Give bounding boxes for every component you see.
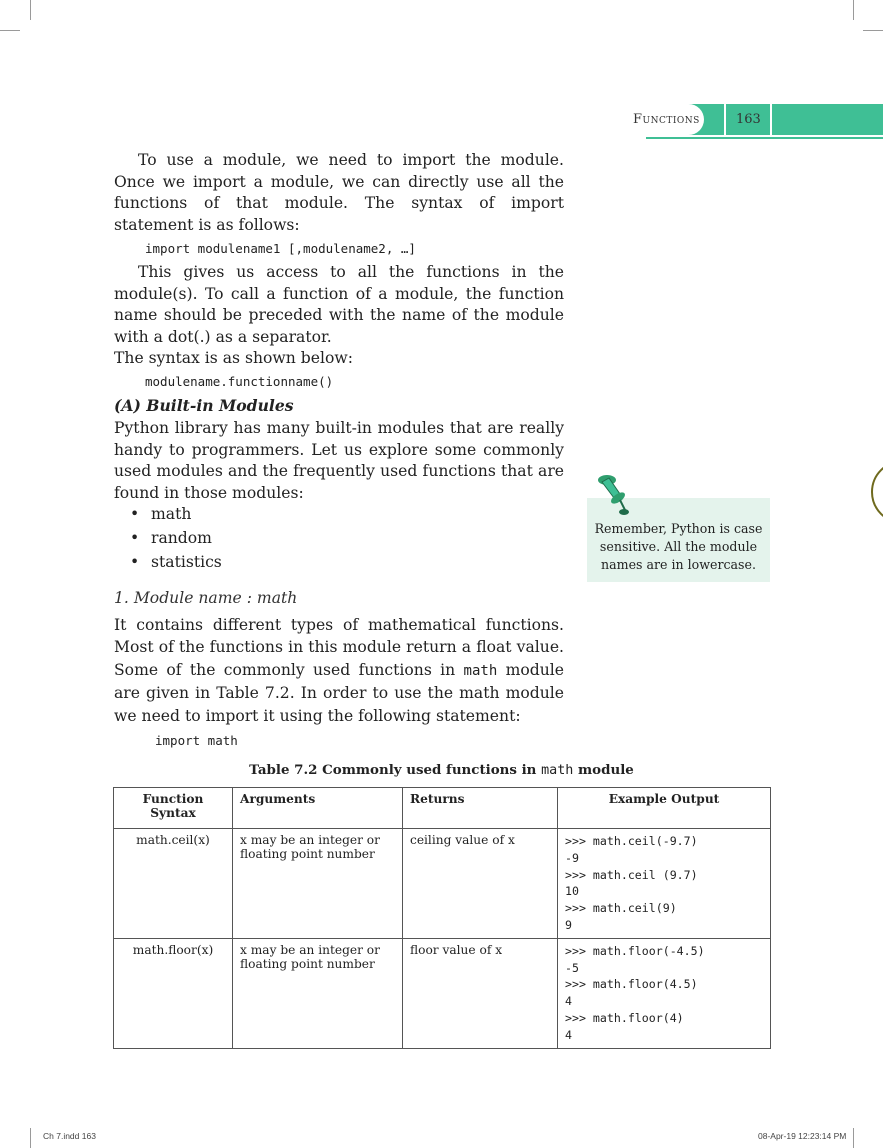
module-heading: 1. Module name : math [114, 589, 298, 607]
arguments-cell: x may be an integer or floating point number [233, 938, 403, 1048]
function-syntax-cell: math.ceil(x) [114, 829, 233, 939]
module-paragraph: It contains different types of mathematical functions. Most of the functions in this module return a float value. Some of the commonly used functions in math module are given in Table 7.2. In order to use the math module we need to import it using the following statement: [114, 616, 564, 725]
pushpin-icon [596, 472, 632, 518]
table-row [114, 829, 771, 939]
import-syntax-code: import modulename1 [,modulename2, …] [145, 241, 416, 256]
crop-mark [30, 0, 31, 20]
example-output-cell: >>> math.ceil(-9.7) -9 >>> math.ceil (9.7) 10 >>> math.ceil(9) 9 [558, 829, 771, 939]
section-paragraph: Python library has many built-in modules that are really handy to programmers. Let us explore some commonly used modules and the frequently used functions that are found in those modules: [114, 419, 564, 502]
crop-mark [863, 30, 883, 31]
column-header: Returns [403, 788, 558, 829]
arguments-cell: x may be an integer or floating point number [233, 829, 403, 939]
header-divider [770, 104, 772, 137]
bullet-item: • math [130, 505, 192, 523]
footer-timestamp: 08-Apr-19 12:23:14 PM [758, 1131, 847, 1141]
note-text: Remember, Python is case sensitive. All the module names are in lowercase. [594, 521, 763, 572]
footer-file-info: Ch 7.indd 163 [43, 1131, 96, 1141]
header-divider [724, 104, 726, 137]
returns-cell: ceiling value of x [403, 829, 558, 939]
intro-paragraph-3: The syntax is as shown below: [114, 349, 353, 367]
section-heading: (A) Built-in Modules [114, 396, 294, 415]
example-output-cell: >>> math.floor(-4.5) -5 >>> math.floor(4.5) 4 >>> math.floor(4) 4 [558, 938, 771, 1048]
returns-cell: floor value of x [403, 938, 558, 1048]
function-syntax-cell: math.floor(x) [114, 938, 233, 1048]
import-math-code: import math [155, 733, 238, 748]
crop-mark [853, 1128, 854, 1148]
crop-mark [853, 0, 854, 20]
call-syntax-code: modulename.functionname() [145, 374, 334, 389]
margin-circle [871, 460, 883, 524]
table-row [114, 938, 771, 1048]
crop-mark [0, 30, 20, 31]
column-header: Arguments [233, 788, 403, 829]
bullet-item: • random [130, 529, 212, 547]
column-header: Example Output [558, 788, 771, 829]
intro-paragraph-1: To use a module, we need to import the module. Once we import a module, we can directly use all the functions of that module. The syntax of import statement is as follows: [114, 151, 564, 234]
table-header-row [114, 788, 771, 829]
crop-mark [30, 1128, 31, 1148]
page-number: 163 [736, 112, 761, 127]
functions-table [113, 787, 771, 1049]
chapter-title: Functions [633, 112, 700, 127]
intro-paragraph-2: This gives us access to all the functions in the module(s). To call a function of a module, the function name should be preceded with the name of the module with a dot(.) as a separator. [114, 263, 564, 346]
table-caption: Table 7.2 Commonly used functions in math module [249, 762, 634, 778]
bullet-item: • statistics [130, 553, 222, 571]
column-header: Function Syntax [114, 788, 233, 829]
header-underline [646, 137, 883, 139]
